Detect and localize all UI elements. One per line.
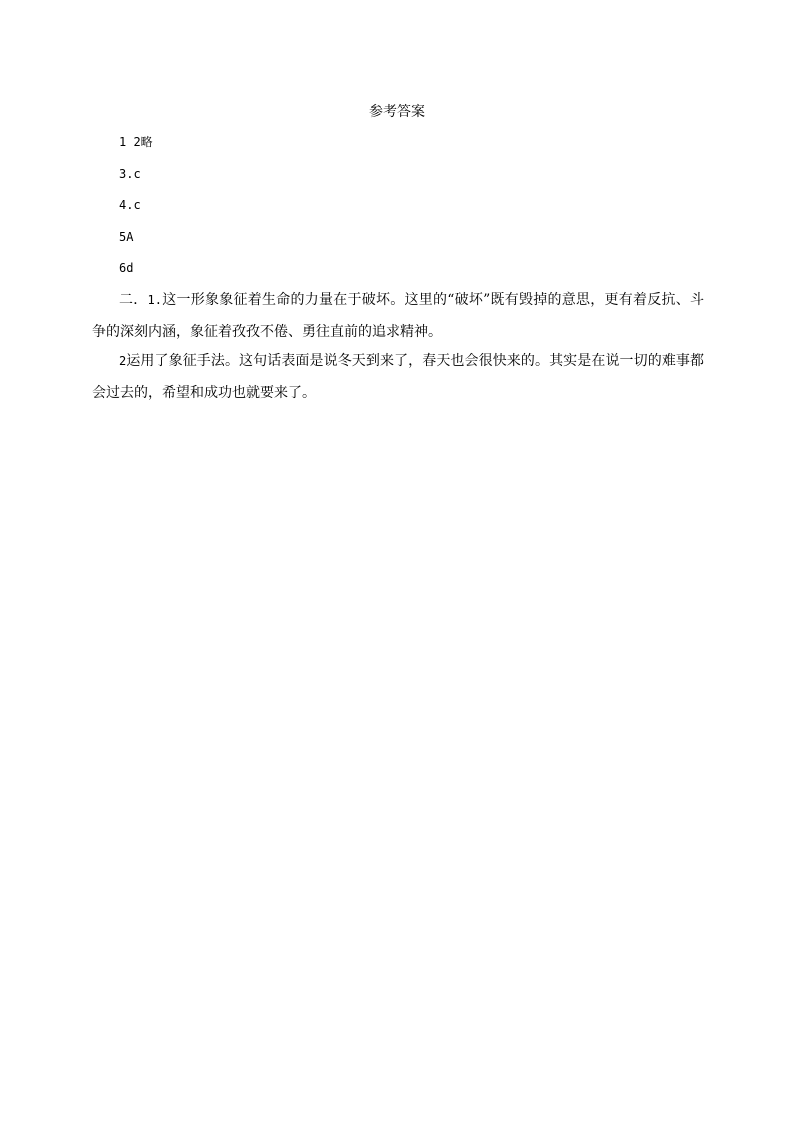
page-title: 参考答案 [369, 104, 425, 120]
section2-item1-paragraph [92, 284, 704, 348]
answer-line-6: 6d [119, 261, 134, 275]
answer-line-3: 3.c [119, 167, 141, 181]
section2-item2-number: 2 [119, 354, 127, 368]
section2-item1-number: 1. [147, 293, 162, 307]
section2-item2-paragraph [92, 345, 704, 409]
section2-item1-text: 这一形象象征着生命的力量在于破坏。这里的“破坏”既有毁掉的意思，更有着反抗、斗争的深刻内涵，象征着孜孜不倦、勇往直前的追求精神。 [92, 292, 705, 340]
answer-line-4: 4.c [119, 198, 141, 212]
answer-line-1-2: 1 2略 [119, 135, 153, 149]
section2-item2-text: 运用了象征手法。这句话表面是说冬天到来了，春天也会很快来的。其实是在说一切的难事都会过去的，希望和成功也就要来了。 [92, 353, 704, 401]
section2-prefix: 二． [119, 292, 148, 308]
answer-line-5: 5A [119, 230, 134, 244]
